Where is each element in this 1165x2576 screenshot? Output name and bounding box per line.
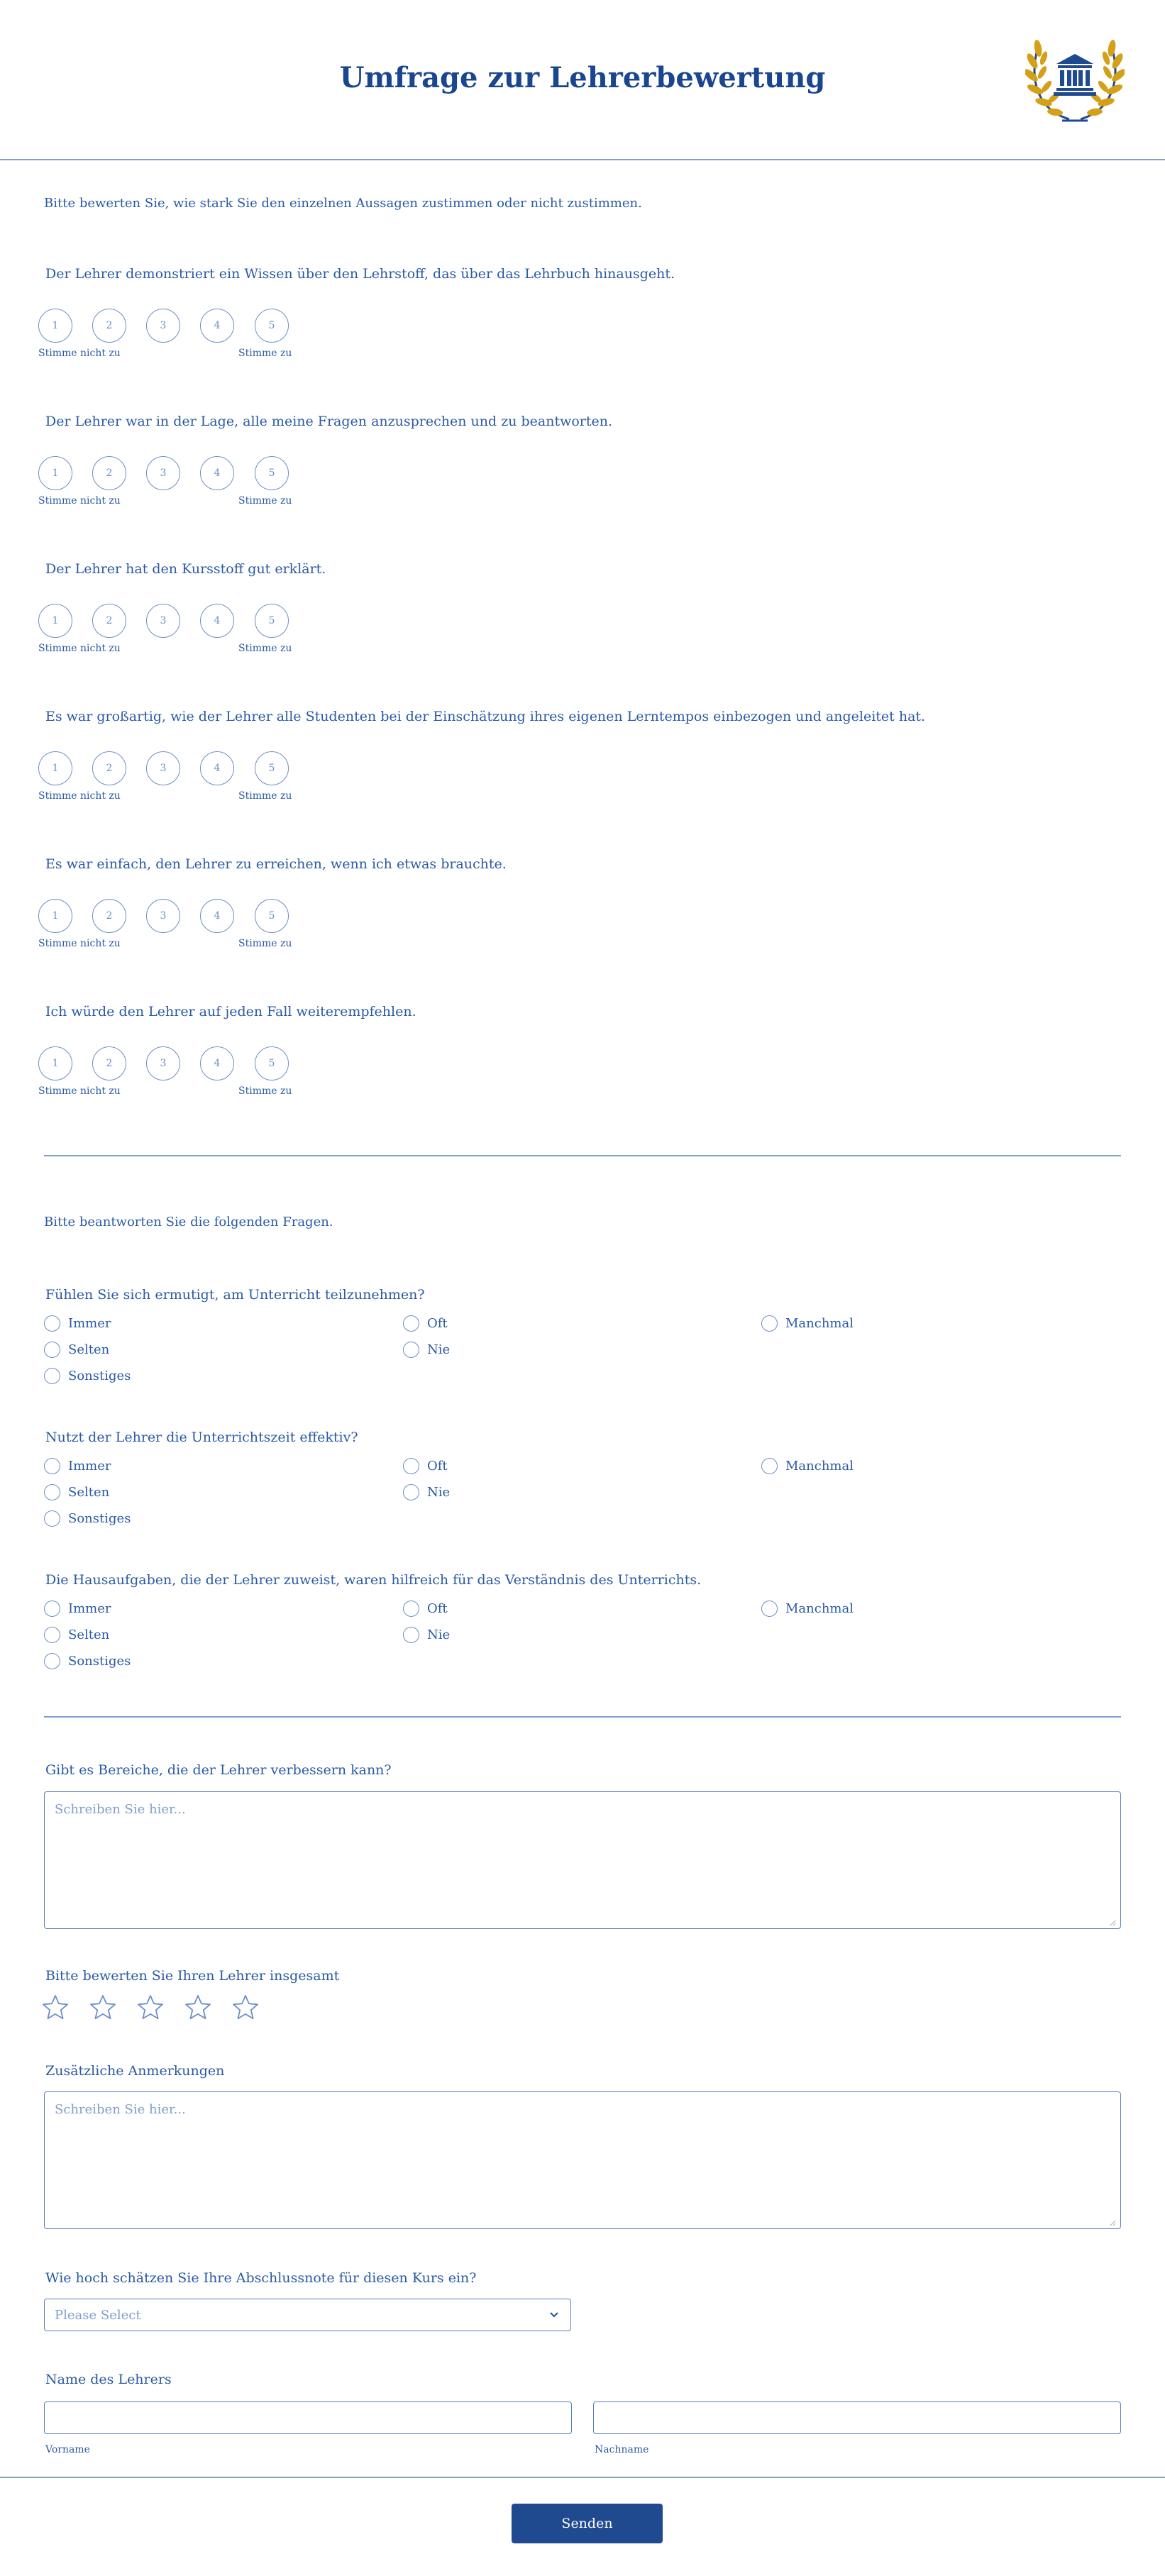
scale-high-label: Stimme zu xyxy=(238,790,292,802)
first-name-sublabel: Vorname xyxy=(45,2444,90,2455)
scale-low-label: Stimme nicht zu xyxy=(38,938,121,949)
radio-circle[interactable] xyxy=(44,1653,60,1669)
radio-label: Immer xyxy=(68,1459,111,1474)
radio-label: Sonstiges xyxy=(68,1654,131,1669)
radio-label: Nie xyxy=(427,1342,451,1357)
radio-label: Manchmal xyxy=(785,1316,854,1331)
choice-question: Nutzt der Lehrer die Unterrichtszeit effektiv? xyxy=(45,1430,358,1445)
radio-option[interactable] xyxy=(403,1627,450,1643)
scale-option-1[interactable]: 1 xyxy=(38,899,72,933)
scale-option-4[interactable]: 4 xyxy=(200,1046,234,1080)
scale-option-4[interactable]: 4 xyxy=(200,309,234,343)
radio-circle[interactable] xyxy=(403,1627,419,1643)
radio-label: Immer xyxy=(68,1316,111,1331)
radio-circle[interactable] xyxy=(403,1315,419,1332)
scale-option-1[interactable]: 1 xyxy=(38,604,72,638)
star-outline-icon[interactable] xyxy=(136,1994,165,2022)
radio-group xyxy=(44,1601,1121,1679)
radio-label: Sonstiges xyxy=(68,1369,131,1383)
radio-label: Oft xyxy=(427,1316,448,1331)
scale-option-3[interactable]: 3 xyxy=(146,1046,180,1080)
scale-option-4[interactable]: 4 xyxy=(200,604,234,638)
laurel-column-icon xyxy=(1025,33,1125,126)
footer-divider xyxy=(0,2477,1165,2478)
radio-option[interactable] xyxy=(44,1368,131,1384)
radio-circle[interactable] xyxy=(403,1342,419,1358)
scale-high-label: Stimme zu xyxy=(238,348,292,359)
radio-option[interactable] xyxy=(403,1458,448,1474)
grade-select[interactable] xyxy=(44,2299,571,2331)
star-rating[interactable] xyxy=(41,1994,279,2022)
radio-option[interactable] xyxy=(403,1315,448,1332)
radio-option[interactable] xyxy=(761,1315,854,1332)
rating-question: Der Lehrer hat den Kursstoff gut erklärt. xyxy=(45,561,326,577)
scale-option-4[interactable]: 4 xyxy=(200,751,234,785)
chevron-down-icon xyxy=(548,2308,561,2321)
radio-circle[interactable] xyxy=(403,1601,419,1617)
radio-option[interactable] xyxy=(44,1315,111,1332)
scale-option-2[interactable]: 2 xyxy=(92,751,126,785)
scale-option-1[interactable]: 1 xyxy=(38,309,72,343)
scale-option-5[interactable]: 5 xyxy=(255,1046,289,1080)
radio-circle[interactable] xyxy=(44,1484,60,1500)
scale-option-4[interactable]: 4 xyxy=(200,456,234,490)
scale-low-label: Stimme nicht zu xyxy=(38,790,121,802)
radio-label: Oft xyxy=(427,1601,448,1616)
radio-option[interactable] xyxy=(403,1342,450,1358)
overall-rating-label: Bitte bewerten Sie Ihren Lehrer insgesamt xyxy=(45,1968,340,1984)
scale-high-label: Stimme zu xyxy=(238,643,292,654)
radio-circle[interactable] xyxy=(403,1458,419,1474)
scale-option-3[interactable]: 3 xyxy=(146,456,180,490)
scale-high-label: Stimme zu xyxy=(238,938,292,949)
radio-circle[interactable] xyxy=(44,1315,60,1332)
scale-option-3[interactable]: 3 xyxy=(146,309,180,343)
rating-question: Es war großartig, wie der Lehrer alle Studenten bei der Einschätzung ihres eigenen Lerntempos einbezogen und angeleitet hat. xyxy=(45,709,926,724)
radio-option[interactable] xyxy=(44,1601,111,1617)
rating-scale xyxy=(38,751,350,815)
star-outline-icon[interactable] xyxy=(231,1994,260,2022)
scale-high-label: Stimme zu xyxy=(238,495,292,507)
scale-option-3[interactable]: 3 xyxy=(146,604,180,638)
scale-option-1[interactable]: 1 xyxy=(38,751,72,785)
radio-label: Manchmal xyxy=(785,1459,854,1474)
scale-option-2[interactable]: 2 xyxy=(92,456,126,490)
radio-circle[interactable] xyxy=(761,1601,778,1617)
scale-low-label: Stimme nicht zu xyxy=(38,643,121,654)
rating-scale xyxy=(38,309,350,372)
scale-option-5[interactable]: 5 xyxy=(255,751,289,785)
scale-low-label: Stimme nicht zu xyxy=(38,348,121,359)
scale-option-5[interactable]: 5 xyxy=(255,309,289,343)
scale-high-label: Stimme zu xyxy=(238,1085,292,1097)
teacher-name-label: Name des Lehrers xyxy=(45,2372,172,2387)
radio-circle[interactable] xyxy=(44,1368,60,1384)
scale-option-4[interactable]: 4 xyxy=(200,899,234,933)
rating-scale xyxy=(38,1046,350,1110)
radio-label: Oft xyxy=(427,1459,448,1474)
divider xyxy=(44,1716,1121,1718)
resize-handle-icon[interactable] xyxy=(1109,1919,1116,1926)
rating-question: Der Lehrer war in der Lage, alle meine Fragen anzusprechen und zu beantworten. xyxy=(45,414,613,429)
grade-select-value: Please Select xyxy=(55,2307,141,2323)
improve-label: Gibt es Bereiche, die der Lehrer verbessern kann? xyxy=(45,1762,392,1778)
grade-label: Wie hoch schätzen Sie Ihre Abschlussnote für diesen Kurs ein? xyxy=(45,2270,477,2286)
submit-button[interactable]: Senden xyxy=(512,2504,663,2543)
radio-circle[interactable] xyxy=(44,1510,60,1527)
scale-low-label: Stimme nicht zu xyxy=(38,495,121,507)
radio-label: Selten xyxy=(68,1485,110,1500)
resize-handle-icon[interactable] xyxy=(1109,2219,1116,2226)
radio-option[interactable] xyxy=(403,1484,450,1500)
radio-group xyxy=(44,1458,1121,1536)
radio-option[interactable] xyxy=(44,1342,109,1358)
radio-option[interactable] xyxy=(44,1627,109,1643)
rating-question: Es war einfach, den Lehrer zu erreichen, wenn ich etwas brauchte. xyxy=(45,856,507,872)
scale-option-3[interactable]: 3 xyxy=(146,751,180,785)
header xyxy=(0,0,1165,160)
choice-question: Die Hausaufgaben, die der Lehrer zuweist, waren hilfreich für das Verständnis des Unterrichts. xyxy=(45,1572,702,1588)
radio-option[interactable] xyxy=(761,1601,854,1617)
scale-option-2[interactable]: 2 xyxy=(92,309,126,343)
radio-circle[interactable] xyxy=(44,1342,60,1358)
improve-textarea[interactable] xyxy=(44,1791,1121,1929)
star-outline-icon[interactable] xyxy=(41,1994,70,2022)
first-name-input[interactable] xyxy=(44,2401,572,2434)
radio-option[interactable] xyxy=(44,1458,111,1474)
radio-label: Selten xyxy=(68,1342,110,1357)
last-name-sublabel: Nachname xyxy=(595,2444,649,2455)
radio-label: Immer xyxy=(68,1601,111,1616)
scale-option-5[interactable]: 5 xyxy=(255,456,289,490)
comments-label: Zusätzliche Anmerkungen xyxy=(45,2063,225,2079)
star-outline-icon[interactable] xyxy=(184,1994,212,2022)
scale-option-2[interactable]: 2 xyxy=(92,1046,126,1080)
radio-label: Nie xyxy=(427,1485,451,1500)
radio-circle[interactable] xyxy=(44,1601,60,1617)
radio-circle[interactable] xyxy=(761,1458,778,1474)
radio-circle[interactable] xyxy=(44,1627,60,1643)
scale-option-2[interactable]: 2 xyxy=(92,604,126,638)
rating-scale xyxy=(38,456,350,520)
rating-scale xyxy=(38,899,350,963)
rating-intro: Bitte bewerten Sie, wie stark Sie den einzelnen Aussagen zustimmen oder nicht zustimmen. xyxy=(44,196,642,211)
radio-option[interactable] xyxy=(403,1601,448,1617)
radio-label: Manchmal xyxy=(785,1601,854,1616)
radio-label: Nie xyxy=(427,1627,451,1642)
radio-circle[interactable] xyxy=(44,1458,60,1474)
scale-option-3[interactable]: 3 xyxy=(146,899,180,933)
scale-low-label: Stimme nicht zu xyxy=(38,1085,121,1097)
radio-option[interactable] xyxy=(44,1510,131,1527)
choice-intro: Bitte beantworten Sie die folgenden Fragen. xyxy=(44,1215,333,1229)
radio-group xyxy=(44,1315,1121,1393)
star-outline-icon[interactable] xyxy=(89,1994,117,2022)
page-title: Umfrage zur Lehrerbewertung xyxy=(339,61,826,94)
rating-question: Ich würde den Lehrer auf jeden Fall weiterempfehlen. xyxy=(45,1004,416,1019)
scale-option-2[interactable]: 2 xyxy=(92,899,126,933)
radio-option[interactable] xyxy=(761,1458,854,1474)
rating-question: Der Lehrer demonstriert ein Wissen über den Lehrstoff, das über das Lehrbuch hinausgeht. xyxy=(45,266,675,282)
last-name-input[interactable] xyxy=(593,2401,1121,2434)
scale-option-1[interactable]: 1 xyxy=(38,1046,72,1080)
rating-scale xyxy=(38,604,350,668)
radio-option[interactable] xyxy=(44,1653,131,1669)
radio-label: Sonstiges xyxy=(68,1511,131,1526)
divider xyxy=(44,1155,1121,1156)
radio-circle[interactable] xyxy=(403,1484,419,1500)
scale-option-1[interactable]: 1 xyxy=(38,456,72,490)
choice-question: Fühlen Sie sich ermutigt, am Unterricht teilzunehmen? xyxy=(45,1287,425,1303)
comments-textarea[interactable] xyxy=(44,2091,1121,2229)
scale-option-5[interactable]: 5 xyxy=(255,604,289,638)
radio-label: Selten xyxy=(68,1627,110,1642)
radio-option[interactable] xyxy=(44,1484,109,1500)
scale-option-5[interactable]: 5 xyxy=(255,899,289,933)
radio-circle[interactable] xyxy=(761,1315,778,1332)
